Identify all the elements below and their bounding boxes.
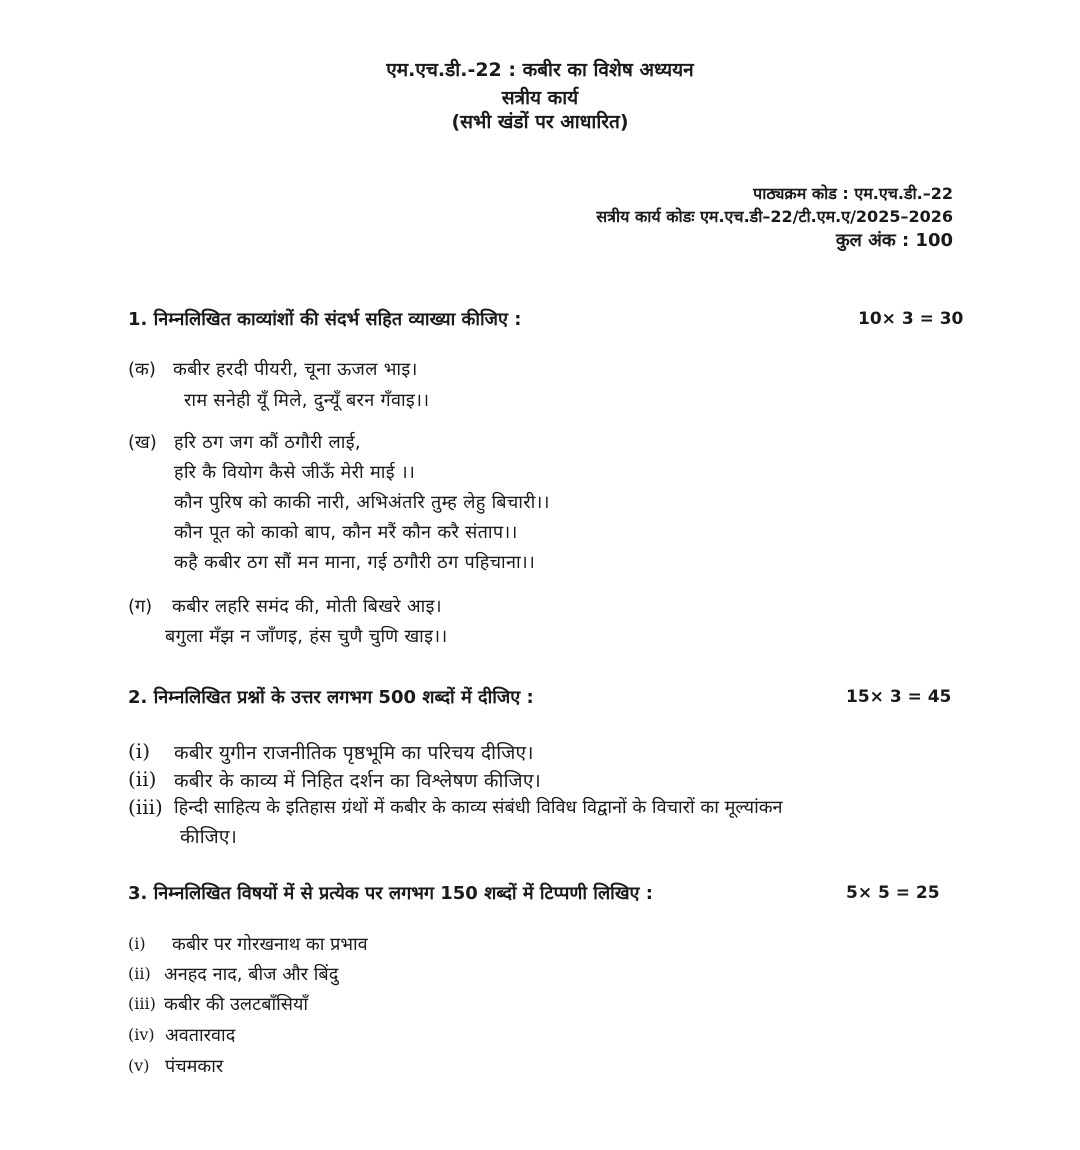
q2-item-text: हिन्दी साहित्य के इतिहास ग्रंथों में कबीर के काव्य संबंधी विविध विद्वानों के विचारों का मूल्यांकन bbox=[174, 797, 783, 818]
q3-item-text: कबीर की उलटबाँसियाँ bbox=[164, 994, 309, 1015]
q3-item-text: अनहद नाद, बीज और बिंदु bbox=[164, 964, 339, 985]
q3-item-num: (iii) bbox=[128, 994, 156, 1013]
verse-line: कौन पुरिष को काकी नारी, अभिअंतरि तुम्ह लेहु बिचारी।। bbox=[174, 492, 550, 513]
verse-line: कबीर लहरि समंद की, मोती बिखरे आइ। bbox=[172, 596, 442, 617]
page-title: एम.एच.डी.-22 : कबीर का विशेष अध्ययन bbox=[386, 59, 694, 81]
q2-heading: 2. निम्नलिखित प्रश्नों के उत्तर लगभग 500 शब्दों में दीजिए : bbox=[128, 687, 534, 708]
q2-item-text-cont: कीजिए। bbox=[180, 826, 238, 848]
verse-line: राम सनेही यूँ मिले, दुन्यूँ बरन गँवाइ।। bbox=[184, 390, 430, 411]
q2-item-num: (i) bbox=[128, 739, 151, 763]
q1-marks: 10× 3 = 30 bbox=[858, 309, 964, 329]
verse-line: कहै कबीर ठग सौं मन माना, गई ठगौरी ठग पहिचाना।। bbox=[174, 552, 536, 573]
q3-heading: 3. निम्नलिखित विषयों में से प्रत्येक पर लगभग 150 शब्दों में टिप्पणी लिखिए : bbox=[128, 883, 653, 904]
q2-marks: 15× 3 = 45 bbox=[846, 687, 952, 707]
q1-part-label: (क) bbox=[128, 359, 156, 380]
q3-item-text: अवतारवाद bbox=[165, 1025, 236, 1046]
q3-item-num: (v) bbox=[128, 1056, 150, 1075]
q2-item-num: (ii) bbox=[128, 767, 157, 791]
assignment-code: सत्रीय कार्य कोडः एम.एच.डी–22/टी.एम.ए/2025–2026 bbox=[596, 207, 953, 226]
verse-line: कबीर हरदी पीयरी, चूना ऊजल भाइ। bbox=[173, 359, 418, 380]
q2-item-text: कबीर के काव्य में निहित दर्शन का विश्लेषण कीजिए। bbox=[174, 770, 541, 792]
q3-item-text: कबीर पर गोरखनाथ का प्रभाव bbox=[172, 934, 368, 955]
q3-marks: 5× 5 = 25 bbox=[846, 883, 940, 903]
page-subtitle: सत्रीय कार्य bbox=[501, 87, 579, 109]
verse-line: कौन पूत को काको बाप, कौन मरैं कौन करै संताप।। bbox=[174, 522, 518, 543]
q2-item-text: कबीर युगीन राजनीतिक पृष्ठभूमि का परिचय दीजिए। bbox=[174, 742, 534, 764]
q1-part-label: (ग) bbox=[128, 596, 153, 617]
q3-item-num: (ii) bbox=[128, 964, 151, 983]
q1-heading: 1. निम्नलिखित काव्यांशों की संदर्भ सहित व्याख्या कीजिए : bbox=[128, 309, 522, 330]
q3-item-num: (iv) bbox=[128, 1025, 155, 1044]
verse-line: हरि ठग जग कौं ठगौरी लाई, bbox=[174, 432, 361, 453]
verse-line: हरि कै वियोग कैसे जीऊँ मेरी माई ।। bbox=[174, 462, 416, 483]
course-code: पाठ्यक्रम कोड : एम.एच.डी.–22 bbox=[753, 184, 953, 203]
q1-part-label: (ख) bbox=[128, 432, 157, 453]
q3-item-num: (i) bbox=[128, 934, 146, 953]
q3-item-text: पंचमकार bbox=[165, 1056, 224, 1077]
page-basis: (सभी खंडों पर आधारित) bbox=[451, 111, 629, 133]
q2-item-num: (iii) bbox=[128, 795, 163, 819]
total-marks: कुल अंक : 100 bbox=[835, 230, 953, 251]
verse-line: बगुला मँझ न जाँणइ, हंस चुणै चुणि खाइ।। bbox=[165, 626, 448, 647]
